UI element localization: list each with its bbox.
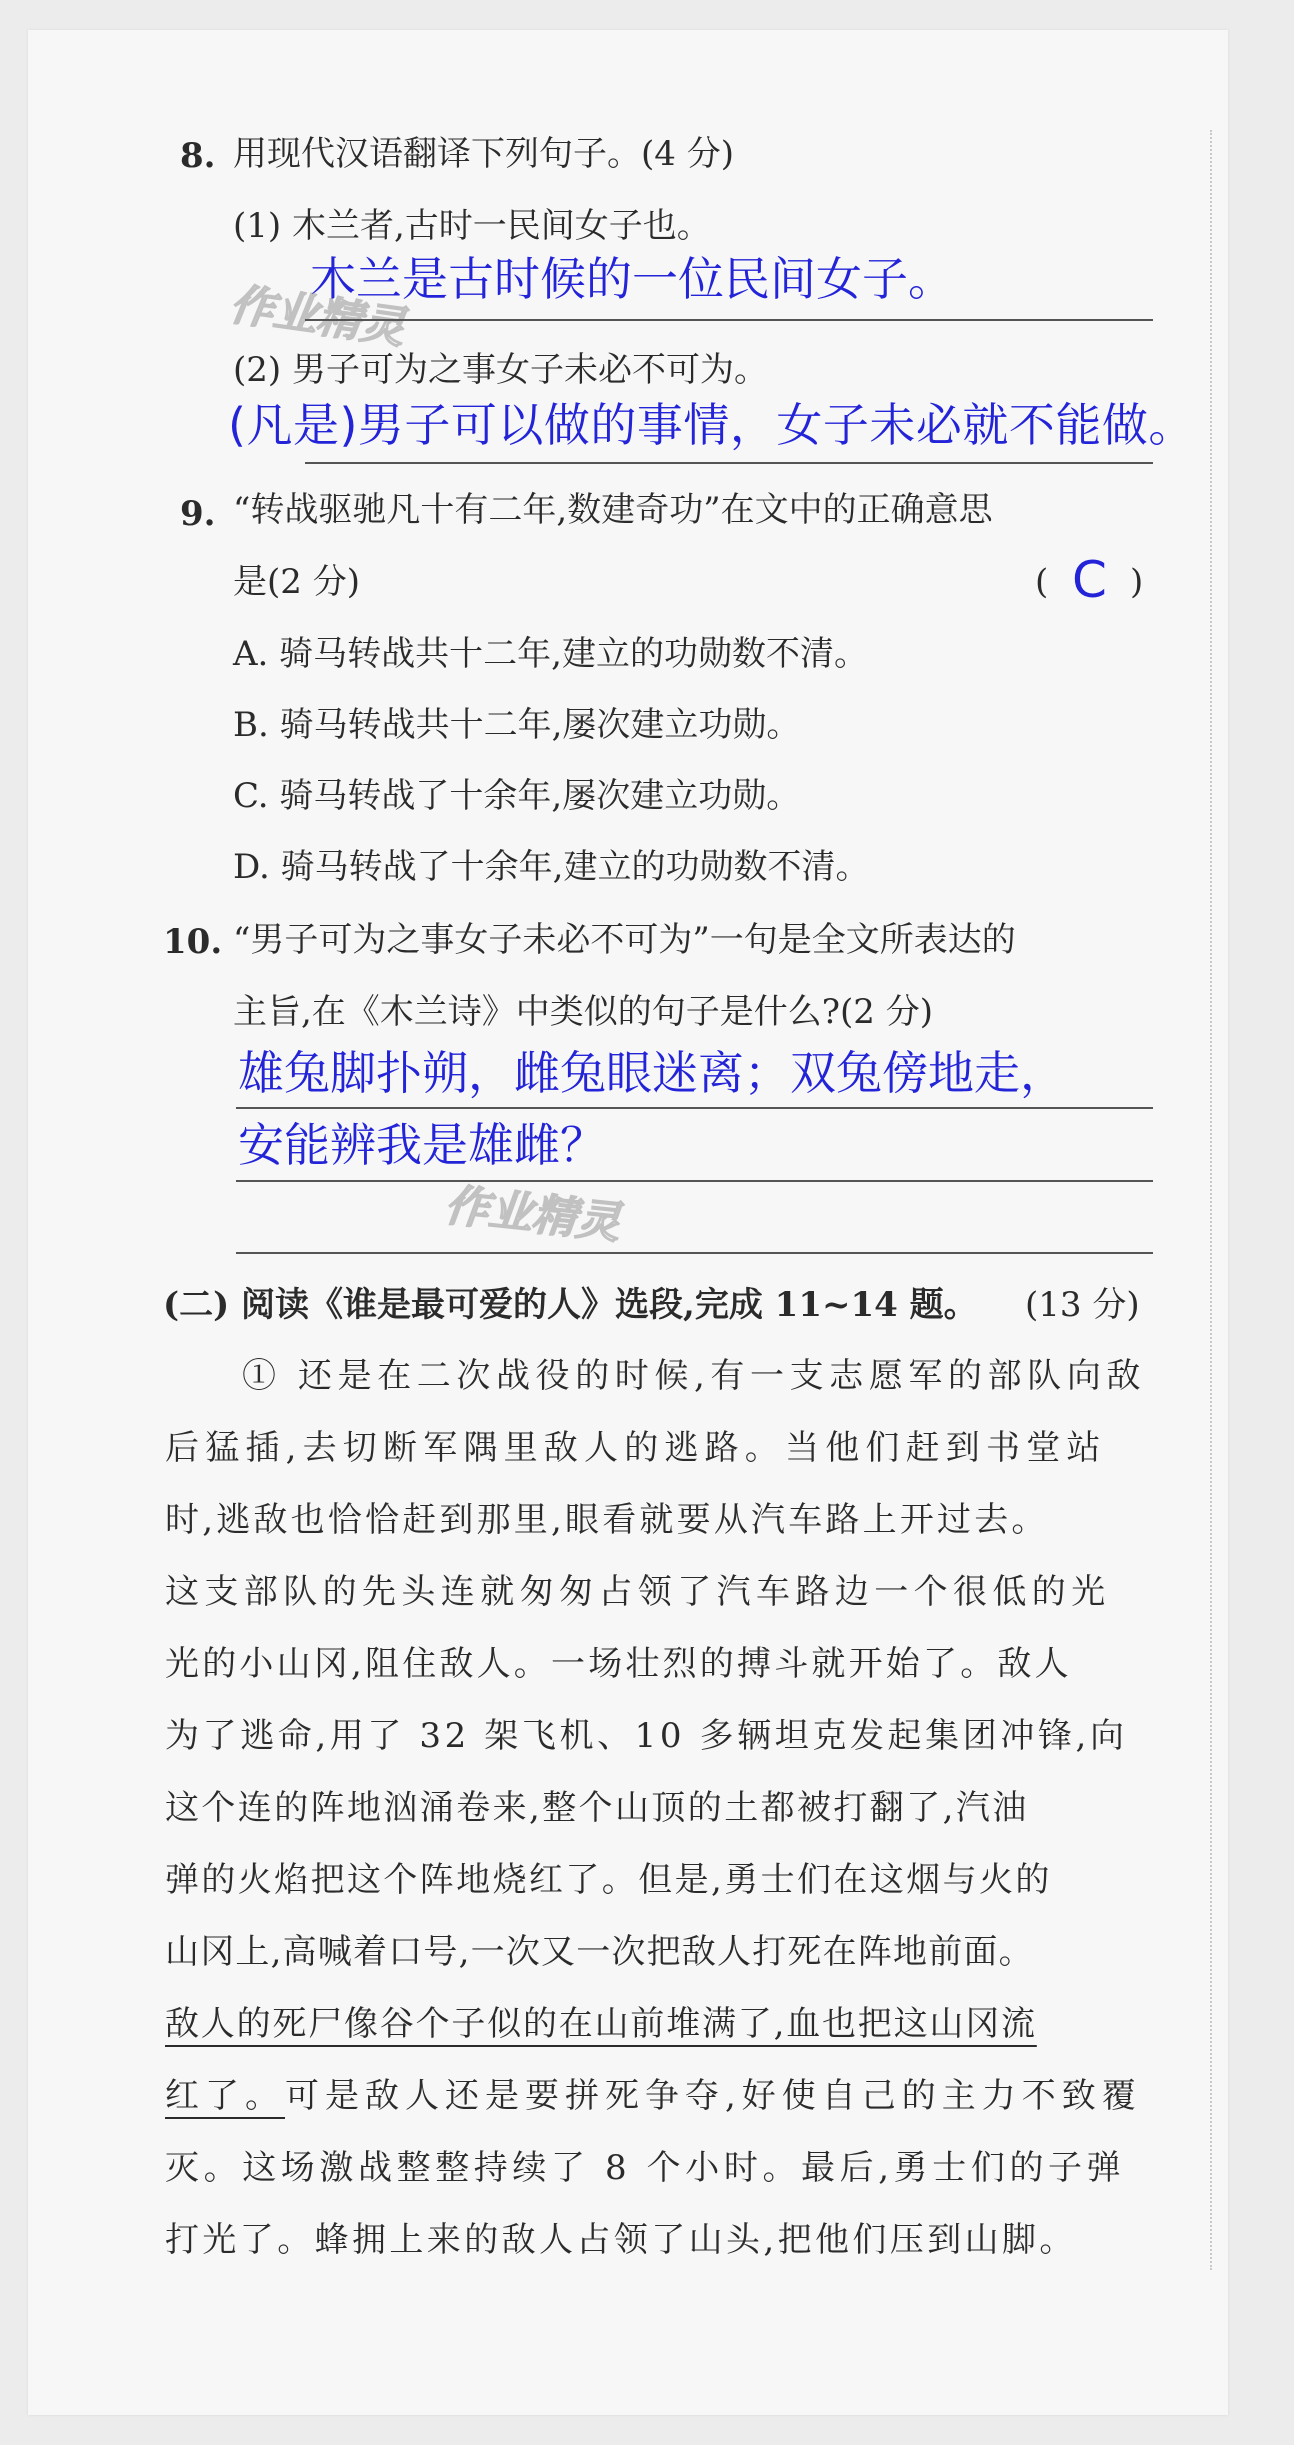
q10-answer-rule-2 <box>236 1180 1153 1182</box>
q10-stem-line-2: 主旨,在《木兰诗》中类似的句子是什么?(2 分) <box>233 992 934 1032</box>
passage-line-6: 为了逃命,用了 32 架飞机、10 多辆坦克发起集团冲锋,向 <box>165 1716 1128 1756</box>
watermark-1: 作业精灵 <box>226 278 409 354</box>
q9-answer-paren-left: ( <box>1035 562 1049 602</box>
passage-line-5: 光的小山冈,阻住敌人。一场壮烈的搏斗就开始了。敌人 <box>165 1644 1072 1684</box>
passage-underlined-sentence-end: 红了。 <box>165 2076 285 2116</box>
q10-answer-line-1-text: 雄兔脚扑朔，雌兔眼迷离；双兔傍地走， <box>238 1046 1066 1100</box>
passage-line-11-rest: 可是敌人还是要拼死争夺,好使自己的主力不致覆 <box>285 2076 1142 2116</box>
q9-stem-line-2: 是(2 分) <box>233 562 360 602</box>
q9-number: 9. <box>180 494 216 534</box>
passage-line-3: 时,逃敌也恰恰赶到那里,眼看就要从汽车路上开过去。 <box>165 1500 1049 1540</box>
passage-line-12: 灭。这场激战整整持续了 8 个小时。最后,勇士们的子弹 <box>165 2148 1126 2188</box>
q8-stem: 用现代汉语翻译下列句子。(4 分) <box>233 134 734 174</box>
passage-line-9: 山冈上,高喊着口号,一次又一次把敌人打死在阵地前面。 <box>165 1932 1034 1972</box>
q10-answer-rule-1 <box>236 1107 1153 1109</box>
q8-answer-line-1 <box>305 319 1153 321</box>
q9-answer: C <box>1072 551 1107 609</box>
q8-sentence-2: (2) 男子可为之事女子未必不可为。 <box>233 350 768 390</box>
watermark-2: 作业精灵 <box>442 1179 623 1250</box>
passage-line-2: 后猛插,去切断军隅里敌人的逃路。当他们赶到书堂站 <box>165 1428 1107 1468</box>
q9-option-c: C. 骑马转战了十余年,屡次建立功勋。 <box>233 776 801 816</box>
q8-number: 8. <box>180 136 216 176</box>
passage-line-13: 打光了。蜂拥上来的敌人占领了山头,把他们压到山脚。 <box>165 2220 1077 2260</box>
q8-answer-1: 木兰是古时候的一位民间女子。 <box>310 252 954 306</box>
q10-stem-line-1: “男子可为之事女子未必不可为”一句是全文所表达的 <box>233 920 1016 960</box>
q9-option-a: A. 骑马转战共十二年,建立的功勋数不清。 <box>233 634 868 674</box>
passage-line-8: 弹的火焰把这个阵地烧红了。但是,勇士们在这烟与火的 <box>165 1860 1052 1900</box>
q10-answer-rule-3 <box>236 1252 1153 1254</box>
q8-sentence-1: (1) 木兰者,古时一民间女子也。 <box>233 206 711 246</box>
passage-line-1: ① 还是在二次战役的时候,有一支志愿军的部队向敌 <box>242 1356 1147 1396</box>
q10-answer-line-2-text: 安能辨我是雄雌？ <box>238 1118 606 1172</box>
q8-answer-2: (凡是)男子可以做的事情，女子未必就不能做。 <box>228 398 1195 452</box>
passage-line-11 <box>165 2076 1142 2116</box>
section-2-score: (13 分) <box>1025 1285 1140 1325</box>
page-fold-line <box>1210 130 1212 2270</box>
passage-line-7: 这个连的阵地汹涌卷来,整个山顶的土都被打翻了,汽油 <box>165 1788 1029 1828</box>
section-2-heading: (二) 阅读《谁是最可爱的人》选段,完成 11~14 题。 <box>163 1285 978 1325</box>
passage-underlined-sentence: 敌人的死尸像谷个子似的在山前堆满了,血也把这山冈流 <box>165 2004 1037 2044</box>
q9-stem-line-1: “转战驱驰凡十有二年,数建奇功”在文中的正确意思 <box>233 490 993 530</box>
q9-answer-paren-right: ) <box>1130 562 1144 602</box>
q9-option-b: B. 骑马转战共十二年,屡次建立功勋。 <box>233 705 801 745</box>
passage-line-4: 这支部队的先头连就匆匆占领了汽车路边一个很低的光 <box>165 1572 1111 1612</box>
q8-answer-line-2 <box>305 462 1153 464</box>
q10-number: 10. <box>163 922 223 962</box>
q9-option-d: D. 骑马转战了十余年,建立的功勋数不清。 <box>233 847 870 887</box>
